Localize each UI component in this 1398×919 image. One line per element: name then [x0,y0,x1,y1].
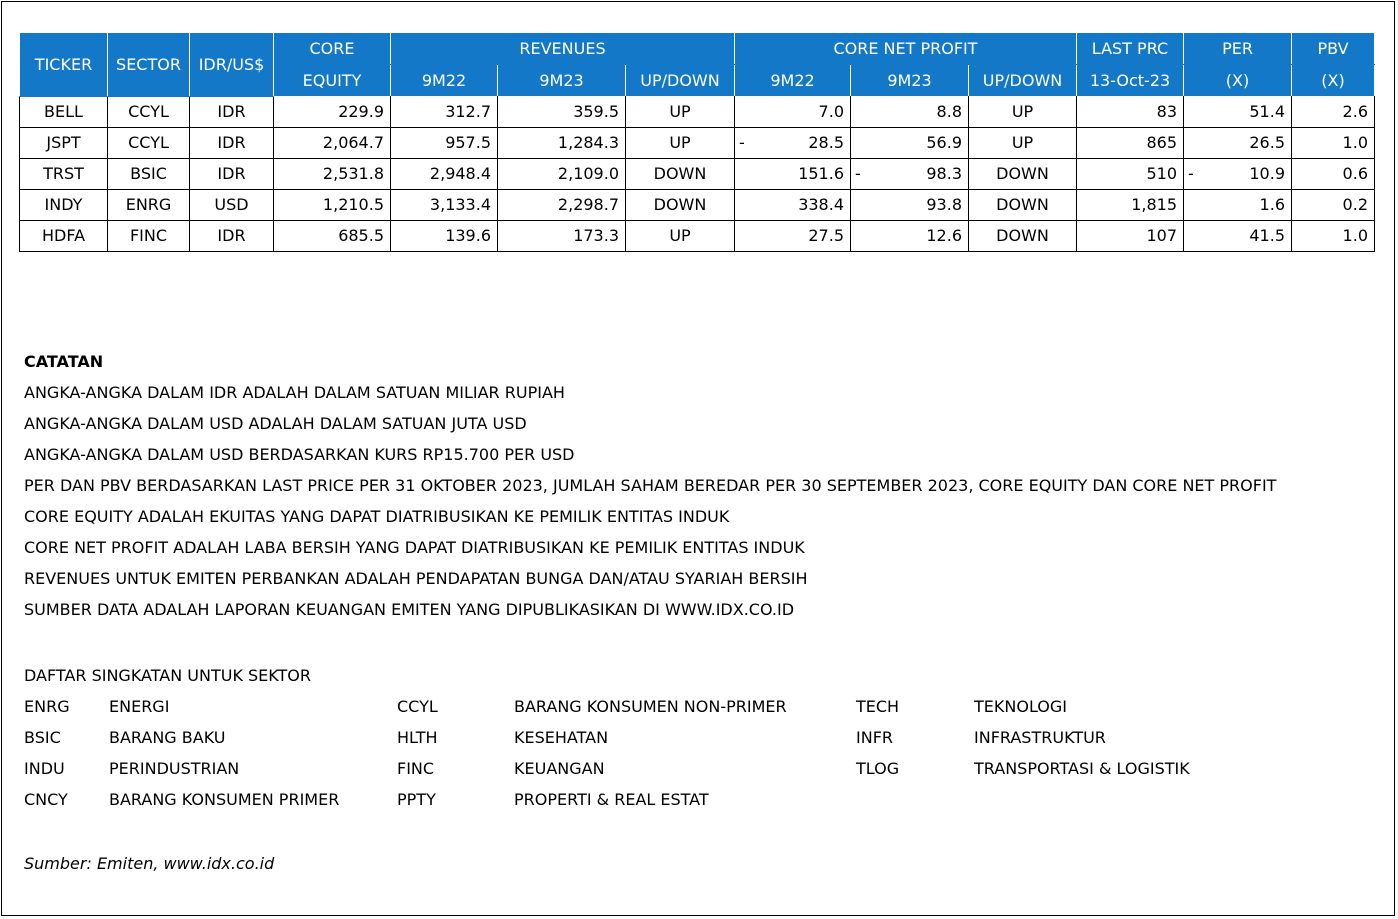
cell-ticker [20,189,108,220]
header-np-9m22: 9M22 [735,65,851,97]
cell-ticker [20,127,108,158]
cell-equity [274,127,391,158]
cell-value: 12.6 [926,226,962,245]
cell-rev-ud [626,96,735,127]
header-last-prc-date: 13-Oct-23 [1077,65,1184,97]
table-row [20,158,1375,189]
cell-value: 2,298.7 [557,195,619,214]
cell-value: UP [669,133,691,152]
cell-np22 [735,127,851,158]
cell-last [1077,96,1184,127]
sector-code: CCYL [397,697,438,716]
sector-code: ENRG [24,697,70,716]
cell-value: DOWN [996,226,1049,245]
cell-cur [190,220,274,251]
cell-per [1184,96,1292,127]
cell-value: 2,064.7 [322,133,384,152]
financial-table [19,33,1375,252]
header-sector: SECTOR [108,33,190,96]
cell-ticker [20,96,108,127]
sector-code: TECH [856,697,900,716]
cell-pbv [1292,96,1375,127]
cell-np22 [735,189,851,220]
header-pbv: PBV [1292,33,1375,65]
sector-name: INFRASTRUKTUR [974,728,1106,747]
sector-name: ENERGI [109,697,170,716]
cell-value: UP [1011,133,1034,152]
sector-code: HLTH [397,728,438,747]
cell-np-ud [969,158,1077,189]
cell-np-ud [969,127,1077,158]
abbreviation-row [24,726,1106,757]
sector-code: INFR [856,728,894,747]
cell-value: CCYL [128,102,169,121]
cell-np23 [851,189,969,220]
cell-last [1077,220,1184,251]
cell-rev-ud [626,127,735,158]
note-line: ANGKA-ANGKA DALAM USD ADALAH DALAM SATUAN JUTA USD [24,414,527,433]
cell-value: 139.6 [445,226,491,245]
cell-np23 [851,220,969,251]
cell-value: INDY [44,195,83,214]
cell-value: 359.5 [573,101,619,121]
cell-value: 51.4 [1249,101,1285,121]
cell-value: 41.5 [1249,226,1285,245]
header-np-updown: UP/DOWN [969,65,1077,97]
header-per-unit: (X) [1184,65,1292,97]
header-ticker: TICKER [20,33,108,96]
cell-last [1077,127,1184,158]
cell-ticker [20,158,108,189]
source-note: Sumber: Emiten, www.idx.co.id [24,854,275,873]
cell-pbv [1292,127,1375,158]
cell-value: DOWN [653,164,707,183]
cell-equity [274,158,391,189]
cell-value: 107 [1146,226,1177,245]
cell-np23 [851,96,969,127]
sector-name: PERINDUSTRIAN [109,759,240,778]
cell-cur [190,189,274,220]
cell-value: 865 [1146,133,1177,152]
header-currency: IDR/US$ [190,33,274,96]
cell-value: 56.9 [926,133,962,152]
cell-rev23 [498,158,626,189]
cell-np22 [735,158,851,189]
table-row [20,127,1375,158]
header-np-9m23: 9M23 [851,65,969,97]
cell-value: DOWN [996,195,1049,214]
negative-marker: - [1188,164,1194,183]
cell-value: UP [1011,101,1034,121]
cell-value: 957.5 [445,133,491,152]
header-core-net-profit: CORE NET PROFIT [735,33,1077,65]
cell-value: 2.6 [1342,101,1368,121]
cell-value: USD [214,195,249,214]
sector-name: KESEHATAN [514,728,609,747]
cell-np23 [851,127,969,158]
cell-rev23 [498,189,626,220]
cell-value: 173.3 [573,226,619,245]
cell-value: 229.9 [338,101,384,121]
header-per: PER [1184,33,1292,65]
sector-name: TRANSPORTASI & LOGISTIK [974,759,1190,778]
cell-value: UP [669,226,691,245]
notes-section [24,350,1276,629]
cell-cur [190,96,274,127]
cell-value: BSIC [130,164,167,183]
cell-rev23 [498,127,626,158]
cell-rev-ud [626,220,735,251]
cell-value: IDR [217,164,246,183]
cell-value: 151.6 [798,164,844,183]
cell-value: FINC [129,226,168,245]
cell-value: ENRG [125,195,172,214]
cell-per [1184,220,1292,251]
note-line: SUMBER DATA ADALAH LAPORAN KEUANGAN EMITEN YANG DIPUBLIKASIKAN DI WWW.IDX.CO.ID [24,600,795,619]
cell-per [1184,127,1292,158]
note-line: REVENUES UNTUK EMITEN PERBANKAN ADALAH PENDAPATAN BUNGA DAN/ATAU SYARIAH BERSIH [24,569,808,588]
sector-name: BARANG KONSUMEN NON-PRIMER [514,697,787,716]
table-row [20,96,1375,127]
cell-rev23 [498,220,626,251]
cell-rev-ud [626,189,735,220]
cell-last [1077,189,1184,220]
cell-per [1184,158,1292,189]
note-line: ANGKA-ANGKA DALAM USD BERDASARKAN KURS RP15.700 PER USD [24,445,575,464]
cell-value: 93.8 [926,195,962,214]
cell-value: IDR [217,102,246,121]
cell-pbv [1292,189,1375,220]
note-line: ANGKA-ANGKA DALAM IDR ADALAH DALAM SATUAN MILIAR RUPIAH [24,383,565,402]
cell-rev22 [391,189,498,220]
note-line: PER DAN PBV BERDASARKAN LAST PRICE PER 31 OKTOBER 2023, JUMLAH SAHAM BEREDAR PER 30 SEPTEMBER 2023, CORE EQUITY DAN CORE NET PROFIT [24,476,1277,495]
cell-rev22 [391,96,498,127]
cell-value: BELL [44,102,83,121]
cell-value: 83 [1156,101,1177,121]
cell-ticker [20,220,108,251]
cell-value: 10.9 [1249,164,1285,183]
sector-code: PPTY [397,790,436,809]
cell-value: DOWN [653,195,707,214]
cell-last [1077,158,1184,189]
cell-value: IDR [217,133,246,152]
cell-value: 312.7 [445,101,491,121]
cell-np-ud [969,96,1077,127]
header-core-equity: EQUITY [274,65,391,97]
cell-value: 685.5 [338,226,384,245]
cell-value: 98.3 [926,164,962,183]
sector-abbreviations [24,664,1190,819]
cell-pbv [1292,158,1375,189]
sector-code: BSIC [24,728,61,747]
notes-title: CATATAN [24,352,104,371]
sector-name: PROPERTI & REAL ESTAT [514,790,709,809]
cell-np-ud [969,189,1077,220]
cell-value: 510 [1146,164,1177,183]
abbreviations-title: DAFTAR SINGKATAN UNTUK SEKTOR [24,666,312,685]
sector-code: CNCY [24,790,68,809]
sector-code: INDU [24,759,65,778]
cell-value: 1.0 [1342,133,1368,152]
abbreviation-row [24,788,709,819]
cell-value: 28.5 [808,133,844,152]
cell-sector [108,96,190,127]
sector-name: BARANG BAKU [109,728,226,747]
cell-value: 7.0 [818,101,844,121]
cell-value: 3,133.4 [429,195,491,214]
cell-value: 2,531.8 [322,164,384,183]
header-rev-updown: UP/DOWN [626,65,735,97]
cell-rev22 [391,220,498,251]
cell-per [1184,189,1292,220]
sector-code: TLOG [856,759,900,778]
note-line: CORE EQUITY ADALAH EKUITAS YANG DAPAT DIATRIBUSIKAN KE PEMILIK ENTITAS INDUK [24,507,730,526]
cell-value: 1,210.5 [322,195,384,214]
abbreviation-row [24,695,1067,726]
header-revenues: REVENUES [391,33,735,65]
cell-sector [108,220,190,251]
cell-value: IDR [217,226,246,245]
sector-name: BARANG KONSUMEN PRIMER [109,790,340,809]
header-rev-9m22: 9M22 [391,65,498,97]
cell-cur [190,127,274,158]
cell-value: 0.6 [1342,164,1368,183]
header-pbv-unit: (X) [1292,65,1375,97]
cell-value: TRST [43,164,84,183]
negative-marker: - [855,164,861,183]
cell-value: 2,948.4 [429,164,491,183]
abbreviation-row [24,757,1190,788]
negative-marker: - [739,133,745,152]
cell-np22 [735,220,851,251]
cell-pbv [1292,220,1375,251]
cell-value: HDFA [41,226,86,245]
cell-sector [108,189,190,220]
cell-value: UP [669,101,691,121]
cell-rev-ud [626,158,735,189]
cell-value: 1.6 [1259,195,1285,214]
cell-rev22 [391,158,498,189]
cell-value: CCYL [128,133,169,152]
cell-np-ud [969,220,1077,251]
sector-name: TEKNOLOGI [974,697,1067,716]
cell-value: 2,109.0 [557,164,619,183]
sector-code: FINC [397,759,435,778]
cell-equity [274,189,391,220]
cell-value: JSPT [46,133,81,152]
table-row [20,220,1375,251]
header-rev-9m23: 9M23 [498,65,626,97]
cell-np22 [735,96,851,127]
cell-equity [274,96,391,127]
cell-value: 26.5 [1249,133,1285,152]
cell-cur [190,158,274,189]
cell-rev23 [498,96,626,127]
note-line: CORE NET PROFIT ADALAH LABA BERSIH YANG DAPAT DIATRIBUSIKAN KE PEMILIK ENTITAS INDUK [24,538,805,557]
cell-rev22 [391,127,498,158]
cell-value: 0.2 [1342,195,1368,214]
header-core: CORE [274,33,391,65]
cell-np23 [851,158,969,189]
cell-value: 27.5 [808,226,844,245]
cell-equity [274,220,391,251]
table-row [20,189,1375,220]
cell-value: 1,284.3 [557,133,619,152]
cell-sector [108,127,190,158]
cell-value: 338.4 [798,195,844,214]
sector-name: KEUANGAN [514,759,605,778]
cell-value: 1,815 [1131,195,1177,214]
cell-value: DOWN [996,164,1049,183]
cell-value: 8.8 [936,101,962,121]
cell-sector [108,158,190,189]
header-last-prc: LAST PRC [1077,33,1184,65]
cell-value: 1.0 [1342,226,1368,245]
